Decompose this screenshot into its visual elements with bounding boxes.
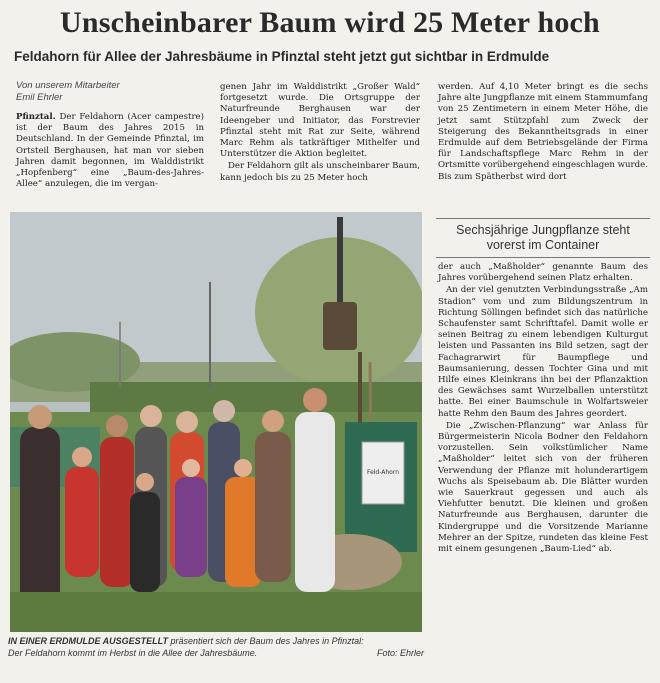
head <box>176 411 198 433</box>
person <box>65 467 99 577</box>
head <box>106 415 128 437</box>
sign-text: Feld-Ahorn <box>366 469 400 476</box>
person <box>255 432 291 582</box>
caption-text: präsentiert sich der Baum des Jahres in Pfinztal: <box>168 636 364 646</box>
photo-caption <box>8 636 428 659</box>
paragraph <box>16 112 204 190</box>
head <box>182 459 200 477</box>
article-column-2 <box>220 82 420 185</box>
caption-lead: IN EINER ERDMULDE AUSGESTELLT <box>8 636 169 646</box>
person <box>100 437 134 587</box>
dateline: Pfinztal. <box>16 112 56 122</box>
photo-credit: Foto: Ehrler <box>376 647 424 658</box>
article-column-3 <box>438 82 648 184</box>
person <box>175 477 207 577</box>
intertitle: Sechsjährige Jungpflanze steht vorerst im Container <box>436 218 650 258</box>
caption-line-2: Der Feldahorn kommt im Herbst in die Allee der Jahresbäume. <box>8 647 258 658</box>
paragraph: der auch „Maßholder“ genannte Baum des Jahres vorübergehend seinen Platz erhalten. <box>438 262 648 284</box>
head <box>72 447 92 467</box>
head <box>303 388 327 412</box>
byline-author: Emil Ehrler <box>16 92 63 103</box>
paragraph: Die „Zwischen-Pflanzung“ war Anlass für Bürgermeisterin Nicola Bodner den Feldahorn vorzustellen. Sein volkstümlicher Name „Maßholder“ leitet sich von der früheren Verwendung der Pflanze mit holunderartigem Wuchs als Speisebaum ab. Die Blätter wurden wie Sauerkraut gegessen und auch als Viehfutter benutzt. Die kleinen und großen Naturfreunde aus Berghausen, darunter die Kindergruppe und die Vorsitzende Marianne Mehrer an der Spitze, rundeten das kleine Fest mit einem gesungenen „Baum-Lied“ ab. <box>438 420 648 555</box>
article-column-1 <box>16 112 204 191</box>
foreground-grass <box>10 592 422 632</box>
paragraph-text: Der Feldahorn (Acer campestre) ist der Baum des Jahres 2015 in Deutschland. In der Gemeinde Pfinztal, im Ortsteil Berghausen, hat man vor sieben Jahren damit begonnen, im Walddistrikt „Hopfenberg“ eine „Baum-des-Jahres-Allee“ anzulegen, die im vergan- <box>16 112 204 190</box>
news-photo <box>10 212 422 632</box>
byline <box>16 80 206 104</box>
head <box>262 410 284 432</box>
crane-grapple <box>323 302 357 350</box>
headline: Unscheinbarer Baum wird 25 Meter hoch <box>60 6 600 39</box>
photo-scene <box>10 212 422 632</box>
paragraph: genen Jahr im Walddistrikt „Großer Wald“ fortgesetzt wurde. Die Ortsgruppe der Naturfreunde Berghausen war der Ideengeber und Initiator, das Forstrevier Pfinztal steht mit Rat zur Seite, während Marc Rehm als tatkräftiger Mithelfer und Unterstützer die Aktion begleitet. <box>220 82 420 160</box>
paragraph: werden. Auf 4,10 Meter bringt es die sechs Jahre alte Jungpflanze mit einem Stammumfang von 25 Zentimetern in einem Meter Höhe, die jetzt samt Stützpfahl zum Zweck der Steigerung des Bekanntheitsgrads in einer Erdmulde auf dem Betriebsgelände der Firma für Landschaftspflege Marc Rehm in der Ortsmitte vorübergehend eingeschlagen wurde. Bis zum Spätherbst wird dort <box>438 82 648 182</box>
head <box>234 459 252 477</box>
article-column-4 <box>438 262 648 556</box>
paragraph: Der Feldahorn gilt als unscheinbarer Baum, kann jedoch bis zu 25 Meter hoch <box>220 161 420 183</box>
byline-role: Von unserem Mitarbeiter <box>16 80 120 91</box>
head <box>28 405 52 429</box>
person <box>295 412 335 592</box>
head <box>140 405 162 427</box>
subheadline: Feldahorn für Allee der Jahresbäume in Pfinztal steht jetzt gut sichtbar in Erdmulde <box>14 49 550 64</box>
caption-line-1 <box>8 636 428 648</box>
person <box>130 492 160 592</box>
head <box>136 473 154 491</box>
head <box>213 400 235 422</box>
paragraph: An der viel genutzten Verbindungsstraße „Am Stadion“ vom und zum Bildungszentrum in Richtung Söllingen befindet sich das natürliche Schaufenster samt Schrifttafel. Damit wolle er seinen Beitrag zu einem lebendigen Kulturgut leisten und Passanten ins Bild setzen, sagt der Fachagrarwirt für Baumpflege und Baumsanierung, dessen Tochter Gina und mit Hilfe eines Kleinkrans ihn bei der Pflanzaktion des Gewächses samt Wurzelballen unterstützt hatte. Bei einer Baumschule in Wolfartsweier hatte Rehm den Baum des Jahres geordert. <box>438 285 648 419</box>
